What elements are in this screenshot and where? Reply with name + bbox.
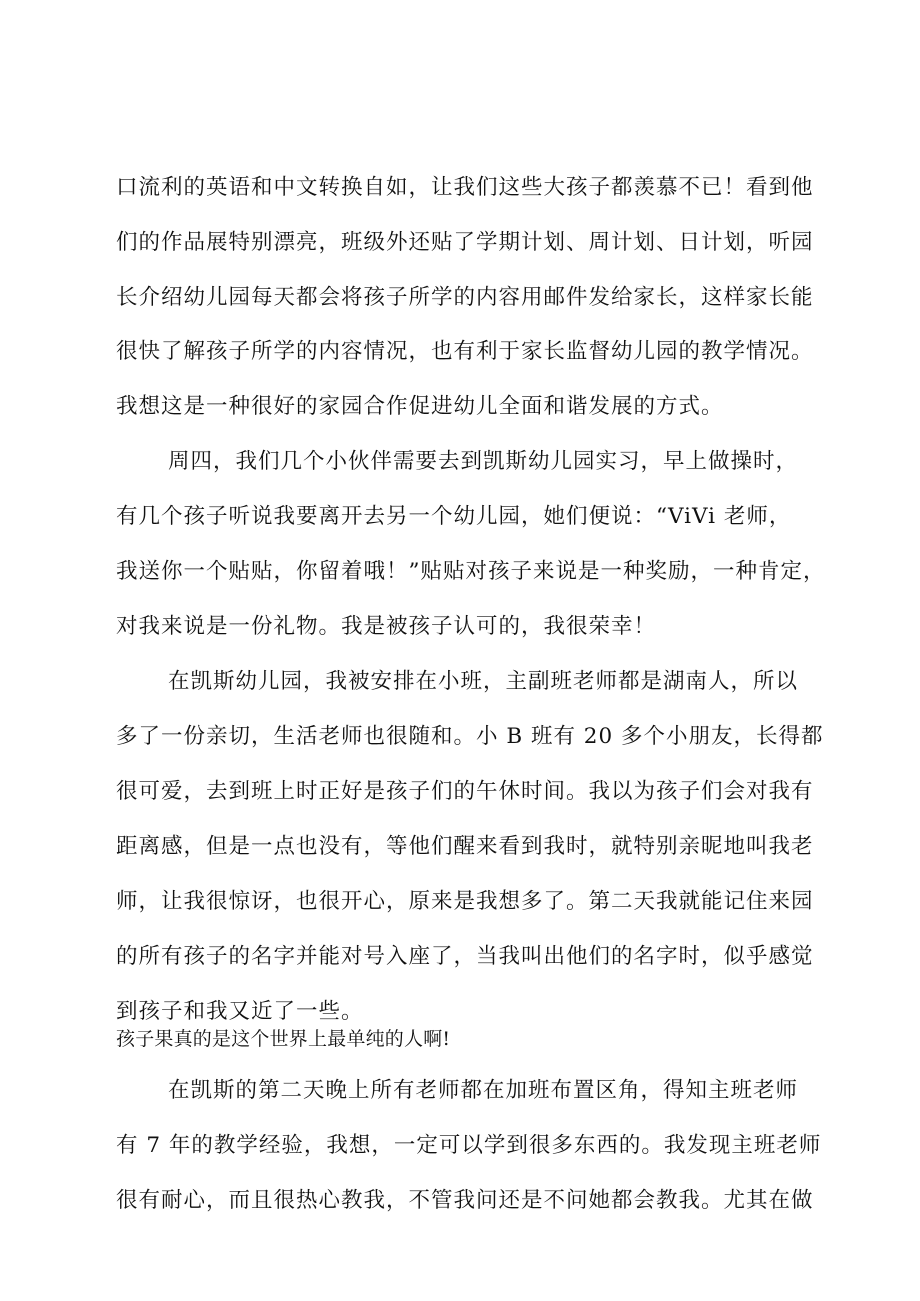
text-line: 我送你一个贴贴，你留着哦！”贴贴对孩子来说是一种奖励，一种肯定， — [116, 559, 826, 584]
text-line: 长介绍幼儿园每天都会将孩子所学的内容用邮件发给家长，这样家长能 — [116, 285, 814, 310]
text-line: 有 7 年的教学经验，我想，一定可以学到很多东西的。我发现主班老师 — [116, 1133, 822, 1158]
text-line: 有几个孩子听说我要离开去另一个幼儿园，她们便说：“ViVi 老师， — [116, 504, 792, 529]
text-line: 到孩子和我又近了一些。 — [116, 999, 364, 1024]
text-line: 很快了解孩子所学的内容情况，也有利于家长监督幼儿园的教学情况。 — [116, 339, 814, 364]
text-line: 很有耐心，而且很热心教我，不管我问还是不问她都会教我。尤其在做 — [116, 1188, 814, 1213]
text-line: 们的作品展特别漂亮，班级外还贴了学期计划、周计划、日计划，听园 — [116, 230, 814, 255]
paragraph-first-line: 在凯斯的第二天晚上所有老师都在加班布置区角，得知主班老师 — [168, 1078, 799, 1103]
text-line: 的所有孩子的名字并能对号入座了，当我叫出他们的名字时，似乎感觉 — [116, 944, 814, 969]
text-line: 师，让我很惊讶，也很开心，原来是我想多了。第二天我就能记住来园 — [116, 889, 814, 914]
text-line: 距离感，但是一点也没有，等他们醒来看到我时，就特别亲昵地叫我老 — [116, 834, 814, 859]
text-line: 对我来说是一份礼物。我是被孩子认可的，我很荣幸！ — [116, 614, 657, 639]
paragraph-first-line: 周四，我们几个小伙伴需要去到凯斯幼儿园实习，早上做操时， — [168, 449, 799, 474]
paragraph-first-line: 在凯斯幼儿园，我被安排在小班，主副班老师都是湖南人，所以 — [168, 669, 799, 694]
text-line: 孩子果真的是这个世界上最单纯的人啊! — [116, 1028, 451, 1050]
text-line: 我想这是一种很好的家园合作促进幼儿全面和谐发展的方式。 — [116, 394, 724, 419]
text-line: 多了一份亲切，生活老师也很随和。小 B 班有 20 多个小朋友，长得都 — [116, 724, 824, 749]
text-line: 口流利的英语和中文转换自如，让我们这些大孩子都羡慕不已！看到他 — [116, 175, 814, 200]
text-line: 很可爱，去到班上时正好是孩子们的午休时间。我以为孩子们会对我有 — [116, 779, 814, 804]
